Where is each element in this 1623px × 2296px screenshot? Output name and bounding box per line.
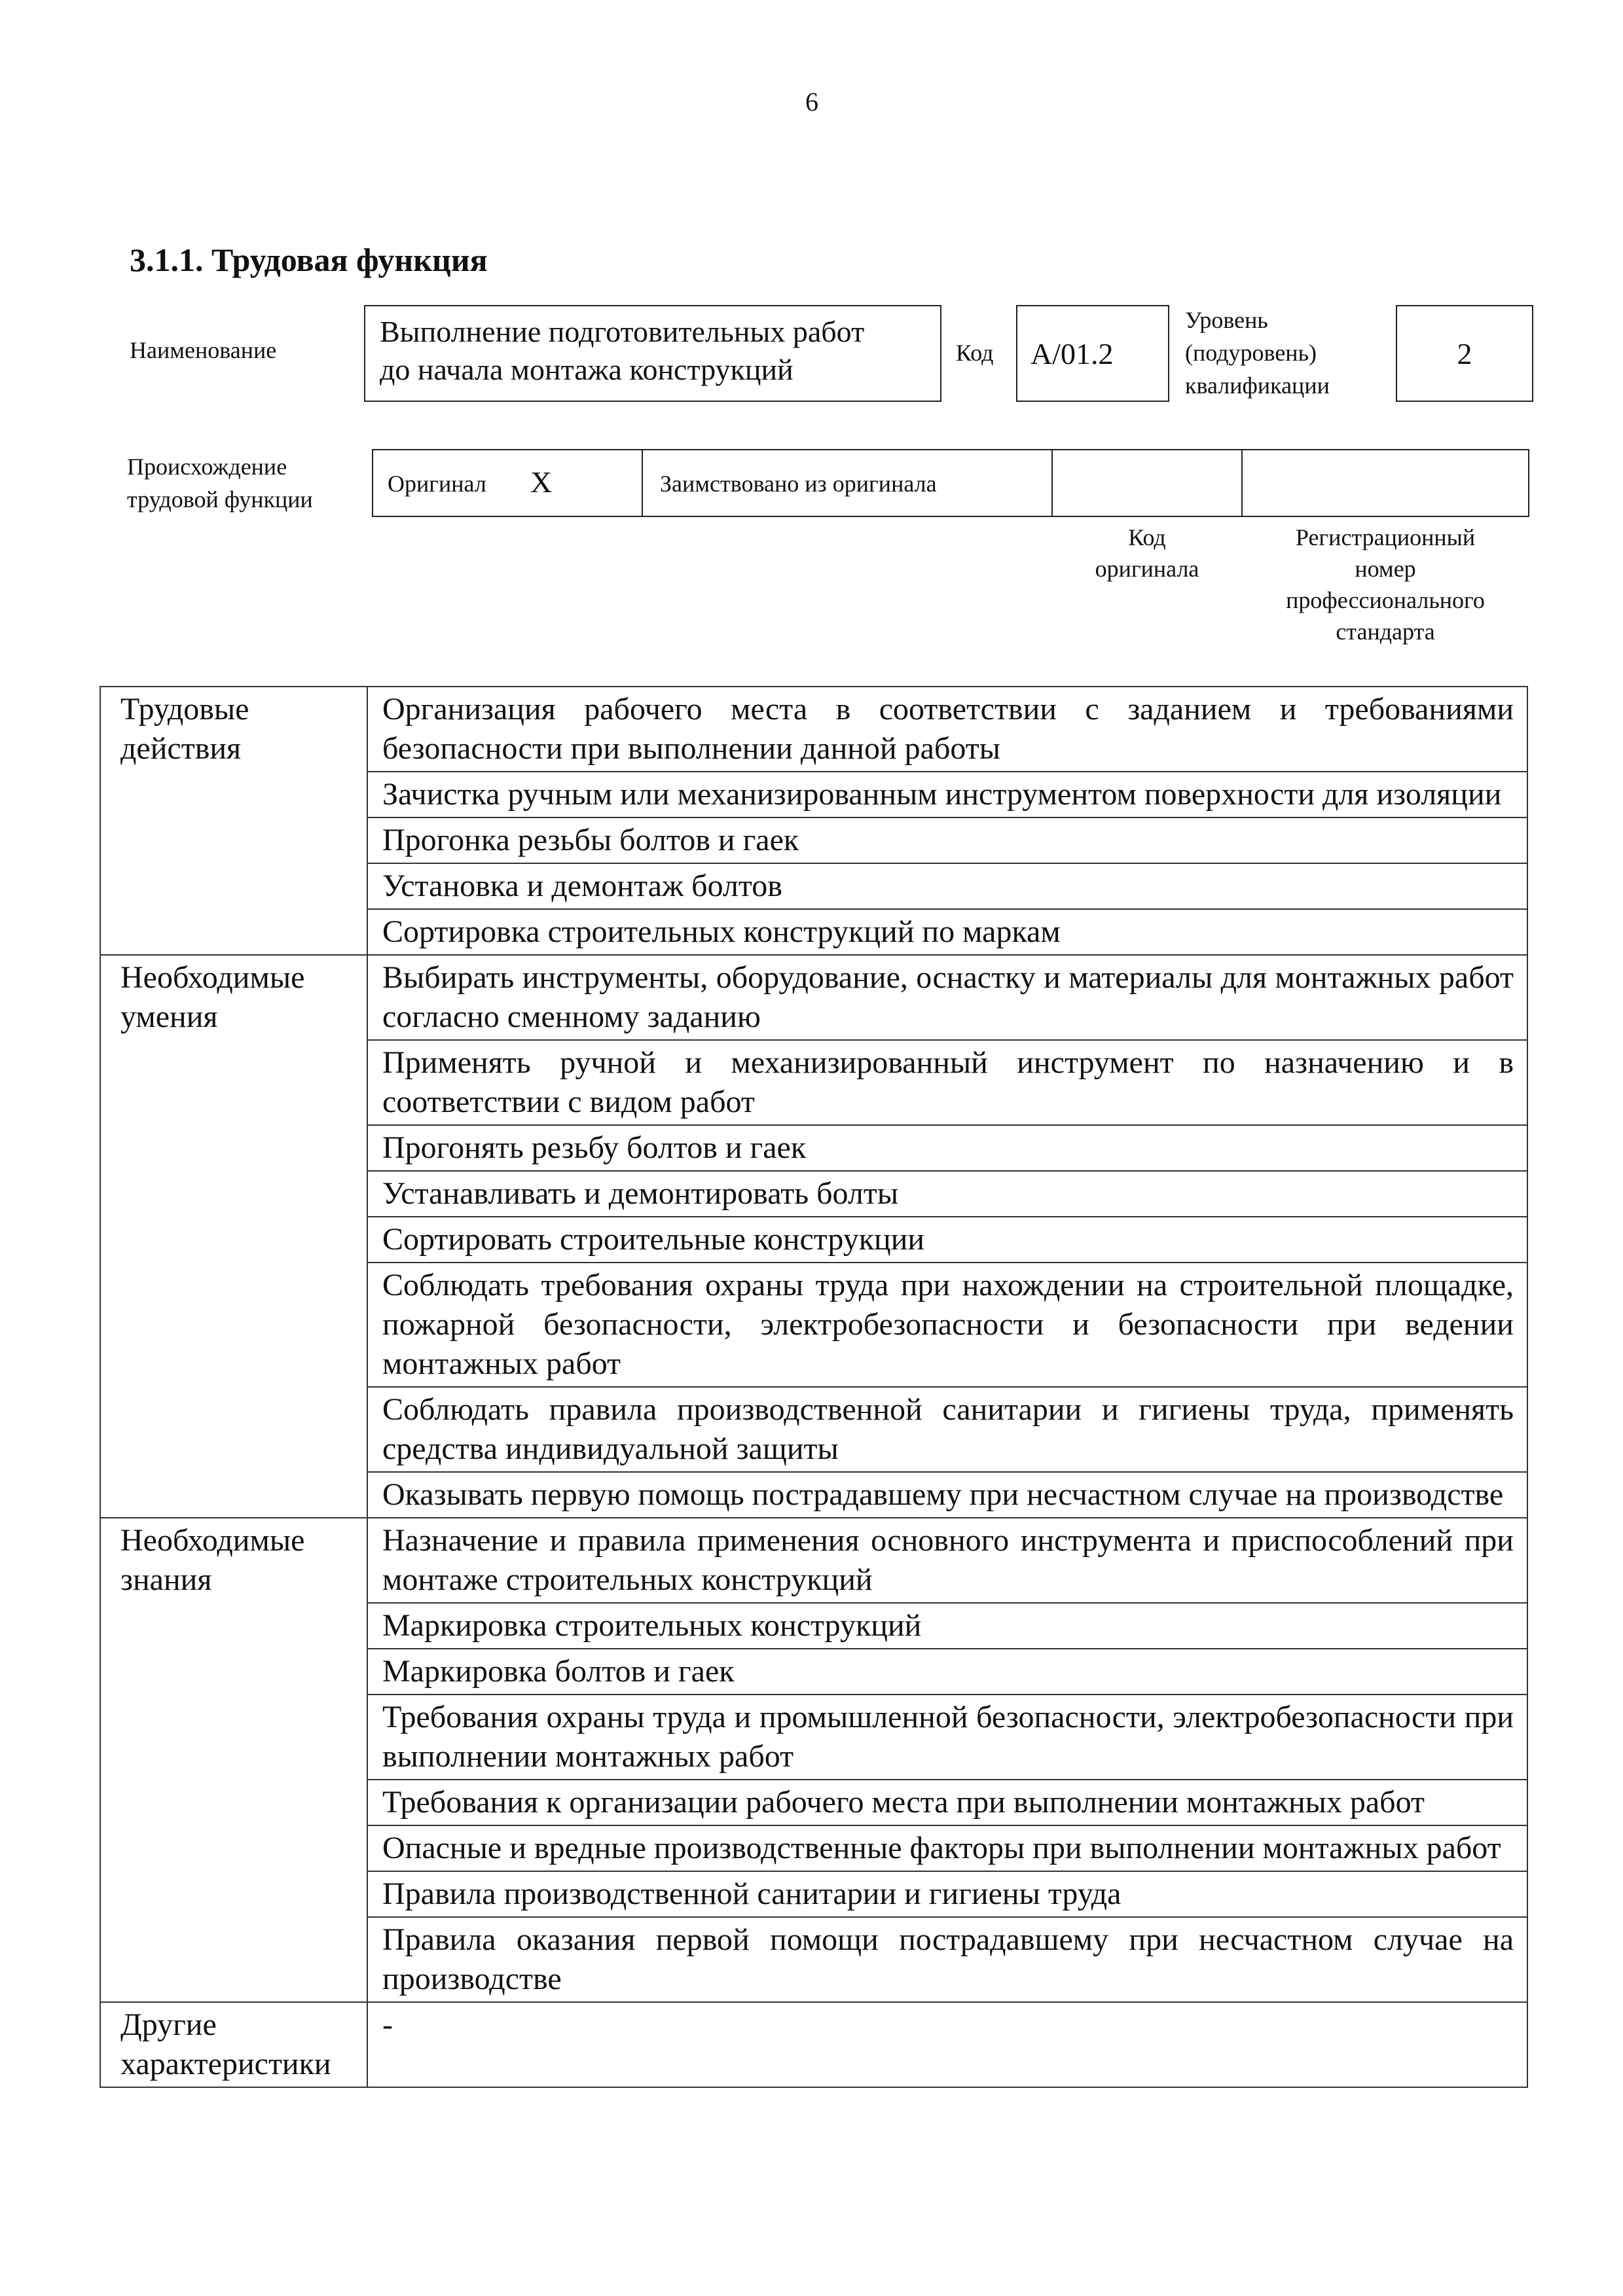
knowledge-item: Правила оказания первой помощи пострадавшему при несчастном случае на производстве [367, 1917, 1527, 2002]
labor-action-item: Сортировка строительных конструкций по маркам [367, 909, 1527, 955]
original-mark: X [530, 465, 553, 499]
borrowed-label: Заимствовано из оригинала [660, 471, 937, 497]
knowledge-label [100, 1518, 367, 2002]
level-label-line1: Уровень [1185, 307, 1268, 333]
origin-code-cell [1051, 449, 1243, 517]
skill-item: Сортировать строительные конструкции [367, 1217, 1527, 1263]
skills-label-line2: умения [120, 999, 218, 1034]
skill-item: Выбирать инструменты, оборудование, оснастку и материалы для монтажных работ согласно сменному заданию [367, 955, 1527, 1040]
reg-line4: стандарта [1336, 619, 1435, 645]
origin-reg-cell [1241, 449, 1529, 517]
skill-item: Устанавливать и демонтировать болты [367, 1171, 1527, 1217]
skill-item: Соблюдать требования охраны труда при нахождении на строительной площадке, пожарной безопасности, электробезопасности и безопасности при ведении монтажных работ [367, 1263, 1527, 1387]
original-label: Оригинал [388, 471, 486, 497]
knowledge-item: Правила производственной санитарии и гигиены труда [367, 1871, 1527, 1917]
other-value: - [367, 2002, 1527, 2087]
code-label: Код [956, 340, 994, 366]
table-row [100, 1518, 1527, 1603]
name-value-line1: Выполнение подготовительных работ [380, 315, 865, 348]
skill-item: Применять ручной и механизированный инструмент по назначению и в соответствии с видом работ [367, 1040, 1527, 1125]
skill-item: Прогонять резьбу болтов и гаек [367, 1125, 1527, 1171]
table-row [100, 2002, 1527, 2087]
code-value: A/01.2 [1030, 337, 1114, 370]
origin-borrowed-cell [642, 449, 1053, 517]
other-label [100, 2002, 367, 2087]
name-value-line2: до начала монтажа конструкций [380, 353, 793, 386]
knowledge-item: Опасные и вредные производственные факторы при выполнении монтажных работ [367, 1825, 1527, 1871]
skills-label [100, 955, 367, 1518]
name-value-box [364, 305, 941, 402]
knowledge-item: Назначение и правила применения основного инструмента и приспособлений при монтаже строительных конструкций [367, 1518, 1527, 1603]
code-orig-line2: оригинала [1095, 556, 1199, 582]
code-orig-line1: Код [1128, 524, 1166, 550]
labor-actions-label [100, 687, 367, 955]
knowledge-item: Требования охраны труда и промышленной безопасности, электробезопасности при выполнении монтажных работ [367, 1695, 1527, 1780]
origin-original-cell [372, 449, 643, 517]
level-label-line3: квалификации [1185, 372, 1330, 399]
knowledge-item: Маркировка болтов и гаек [367, 1649, 1527, 1695]
labor-actions-label-line1: Трудовые [120, 692, 249, 726]
code-value-box [1016, 305, 1169, 402]
section-title: 3.1.1. Трудовая функция [130, 242, 488, 278]
knowledge-label-line1: Необходимые [120, 1523, 305, 1558]
other-label-line1: Другие [120, 2007, 217, 2042]
labor-action-item: Зачистка ручным или механизированным инструментом поверхности для изоляции [367, 772, 1527, 817]
knowledge-label-line2: знания [120, 1562, 212, 1597]
level-value-box [1396, 305, 1533, 402]
level-label-line2: (подуровень) [1185, 340, 1317, 366]
page-number: 6 [805, 87, 818, 117]
labor-action-item: Организация рабочего места в соответствии с заданием и требованиями безопасности при выполнении данной работы [367, 687, 1527, 772]
level-value: 2 [1457, 337, 1472, 370]
labor-function-table [100, 686, 1528, 2088]
reg-line1: Регистрационный [1295, 524, 1476, 550]
origin-label-line1: Происхождение [127, 454, 287, 480]
skill-item: Оказывать первую помощь пострадавшему при несчастном случае на производстве [367, 1472, 1527, 1518]
labor-action-item: Установка и демонтаж болтов [367, 863, 1527, 909]
skills-label-line1: Необходимые [120, 960, 305, 995]
labor-actions-label-line2: действия [120, 731, 242, 766]
table-row [100, 955, 1527, 1040]
table-row [100, 687, 1527, 772]
skill-item: Соблюдать правила производственной санитарии и гигиены труда, применять средства индивидуальной защиты [367, 1387, 1527, 1472]
origin-label-line2: трудовой функции [127, 486, 313, 512]
labor-action-item: Прогонка резьбы болтов и гаек [367, 817, 1527, 863]
name-label: Наименование [130, 337, 277, 363]
knowledge-item: Маркировка строительных конструкций [367, 1603, 1527, 1649]
knowledge-item: Требования к организации рабочего места при выполнении монтажных работ [367, 1780, 1527, 1825]
reg-line3: профессионального [1286, 587, 1485, 613]
other-label-line2: характеристики [120, 2047, 331, 2081]
reg-line2: номер [1355, 556, 1416, 582]
